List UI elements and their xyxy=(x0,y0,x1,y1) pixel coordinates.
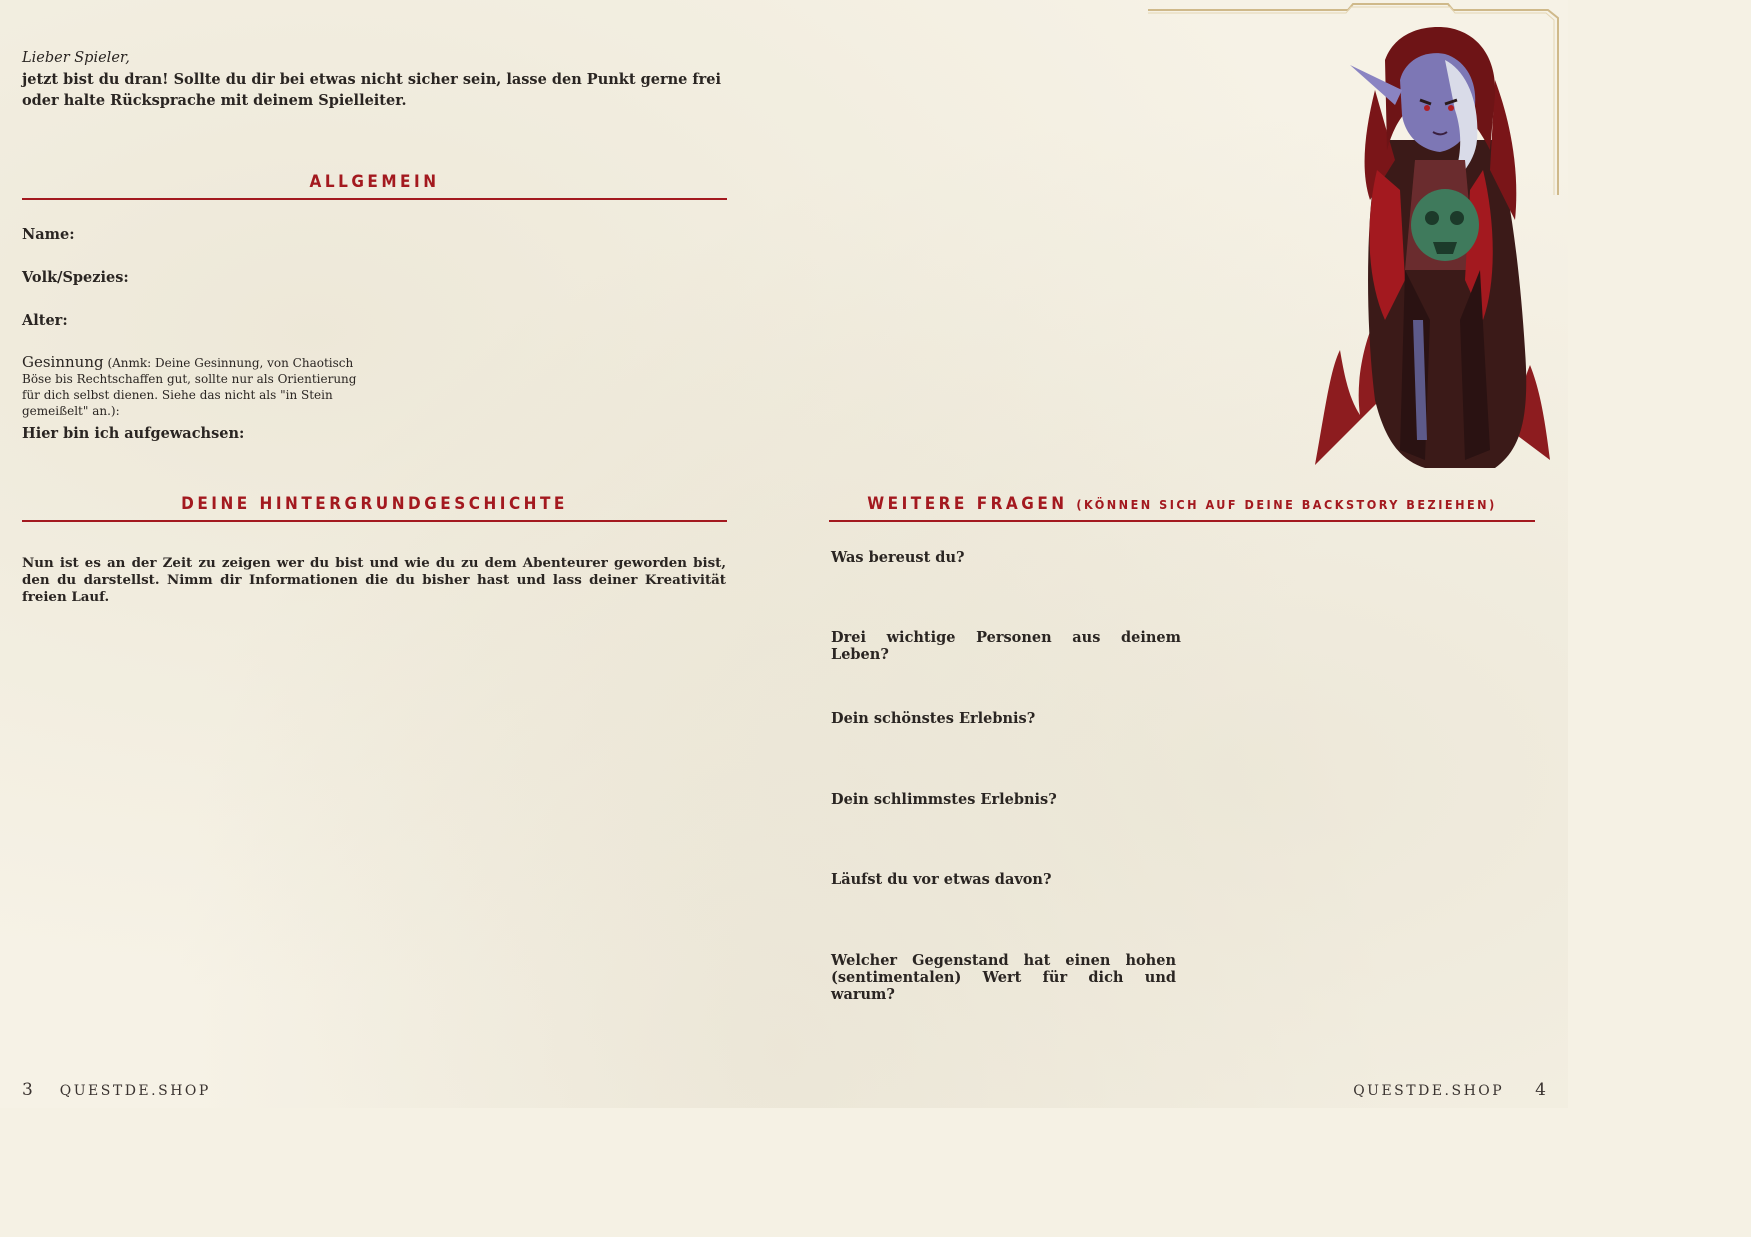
question-item: Was bereust du? xyxy=(831,549,965,566)
section-heading-questions-note: (KÖNNEN SICH AUF DEINE BACKSTORY BEZIEHEN) xyxy=(1076,497,1497,512)
question-item: Dein schönstes Erlebnis? xyxy=(831,710,1036,727)
field-name-label: Name: xyxy=(22,226,75,243)
field-upbringing-label: Hier bin ich aufgewachsen: xyxy=(22,425,245,442)
section-heading-general-label: ALLGEMEIN xyxy=(309,172,440,192)
section-heading-background xyxy=(22,494,727,522)
page-number-right: 4 xyxy=(1535,1080,1546,1100)
footer-left xyxy=(22,1080,211,1100)
question-item: Welcher Gegenstand hat einen hohen (sentimentalen) Wert für dich und warum? xyxy=(831,952,1176,1003)
footer-site-right: QUESTDE.SHOP xyxy=(1353,1083,1505,1099)
section-heading-questions-label: WEITERE FRAGEN xyxy=(867,494,1068,514)
field-species-label: Volk/Spezies: xyxy=(22,269,129,286)
intro-text: jetzt bist du dran! Sollte du dir bei etwas nicht sicher sein, lasse den Punkt gerne frei oder halte Rücksprache mit deinem Spielleiter. xyxy=(22,71,722,109)
footer-right xyxy=(1353,1080,1546,1100)
question-item: Läufst du vor etwas davon? xyxy=(831,871,1052,888)
field-alignment xyxy=(22,354,367,419)
field-alignment-label: Gesinnung xyxy=(22,353,104,371)
footer-site-left: QUESTDE.SHOP xyxy=(59,1083,211,1099)
section-heading-background-label: DEINE HINTERGRUNDGESCHICHTE xyxy=(181,494,568,514)
background-instructions: Nun ist es an der Zeit zu zeigen wer du bist und wie du zu dem Abenteurer geworden bist, den du darstellst. Nimm dir Informationen die du bisher hast und lass deiner Kreativität freien Lauf. xyxy=(22,555,726,605)
intro-block xyxy=(22,48,727,111)
field-age-label: Alter: xyxy=(22,312,68,329)
question-item: Dein schlimmstes Erlebnis? xyxy=(831,791,1057,808)
section-heading-general xyxy=(22,172,727,200)
intro-greeting: Lieber Spieler, xyxy=(22,50,130,66)
question-item: Drei wichtige Personen aus deinem Leben? xyxy=(831,629,1181,663)
section-heading-questions xyxy=(829,494,1535,522)
page-number-left: 3 xyxy=(22,1080,33,1100)
character-illustration xyxy=(1305,20,1560,480)
field-alignment-note: (Anmk: Deine Gesinnung, von Chaotisch Böse bis Rechtschaffen gut, sollte nur als Orientierung für dich selbst dienen. Siehe das nicht als "in Stein gemeißelt" an.): xyxy=(22,356,357,418)
